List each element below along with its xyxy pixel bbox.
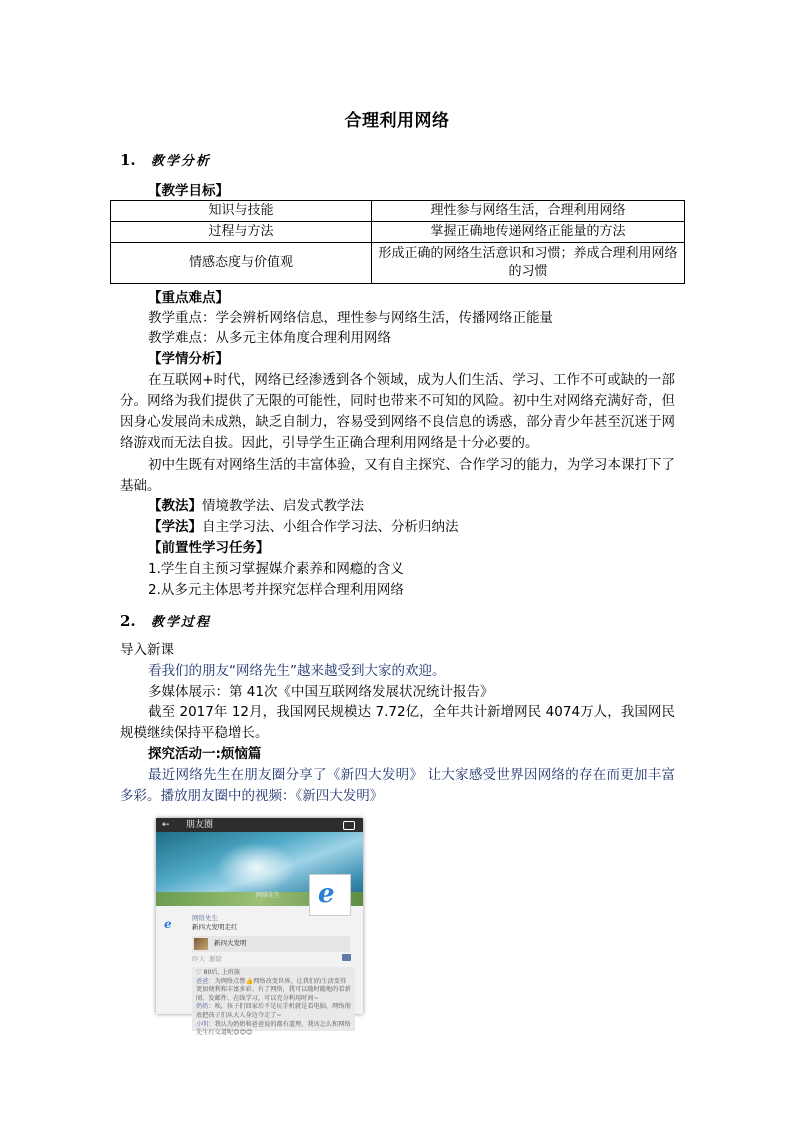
section-heading-process — [120, 611, 211, 630]
section-heading-analysis — [120, 150, 211, 169]
methods-label: 【教法】 — [148, 498, 202, 514]
post-text: 新四大发明走红 — [192, 923, 238, 931]
table-row — [111, 201, 685, 222]
section-number: 2. — [120, 612, 136, 630]
learning-methods — [148, 517, 459, 537]
intro-heading: 导入新课 — [120, 642, 174, 658]
comment-item: 爸爸：为网络点赞👍网络改变世界，让我们的生活变得更加便利和丰富多彩。有了网络，我可以随时随地的看新闻、发邮件、在线学习，可以充分利用时间~ — [196, 977, 351, 1002]
camera-icon — [343, 821, 355, 830]
likes-line: ♡ 80后, 上班族 — [196, 969, 241, 976]
comment-item: 小明：我认为奶奶和爸爸说的都有道理，我该怎么和网络先生打交道呢😊😊😊 — [196, 1020, 351, 1037]
shared-link-card — [192, 936, 350, 952]
pretask-item: 2.从多元主体思考并探究怎样合理利用网络 — [148, 582, 404, 598]
methods-value: 情境教学法、启发式教学法 — [202, 498, 364, 514]
learner-analysis-paragraph-1: 在互联网+时代，网络已经渗透到各个领域，成为人们生活、学习、工作不可或缺的一部分。网络为我们提供了无限的可能性，同时也带来不可知的风险。初中生对网络充满好奇，但因身心发展尚未成熟，缺乏自制力，容易受到网络不良信息的诱惑，部分青少年甚至沉迷于网络游戏而无法自拔。因此，引导学生正确合理利用网络是十分必要的。 — [120, 372, 675, 451]
link-label: 新四大发明 — [214, 939, 247, 947]
link-thumbnail — [194, 938, 208, 950]
activity-paragraph: 最近网络先生在朋友圈分享了《新四大发明》 让大家感受世界因网络的存在而更加丰富多彩。播放朋友圈中的视频：《新四大发明》 — [120, 767, 675, 804]
comment-item: 奶奶：唉，孩子们回家后不是玩手机就是看电脑，网络彻底把孩子们从大人身边夺走了~ — [196, 1003, 351, 1019]
post-delete: 删除 — [209, 955, 223, 963]
moments-post — [156, 906, 363, 1037]
goal-dimension: 过程与方法 — [111, 222, 372, 243]
ie-logo-icon: e — [318, 879, 335, 909]
poster-name: 网络先生 — [192, 914, 218, 922]
multimedia-line: 多媒体展示：第 41次《中国互联网络发展状况统计报告》 — [148, 684, 494, 700]
table-row — [111, 243, 685, 284]
goals-heading: 【教学目标】 — [148, 183, 229, 199]
back-arrow-icon: ← — [162, 820, 170, 830]
teaching-methods — [148, 496, 364, 516]
teaching-focus: 教学重点：学会辨析网络信息，理性参与网络生活，传播网络正能量 — [148, 310, 553, 326]
learning-label: 【学法】 — [148, 519, 202, 535]
goal-content: 形成正确的网络生活意识和习惯；养成合理利用网络的习惯 — [372, 243, 685, 284]
learner-heading: 【学情分析】 — [148, 351, 229, 367]
moments-screenshot — [156, 818, 363, 1037]
page-title: 合理利用网络 — [344, 111, 450, 131]
cover-caption: 网络先生 — [256, 892, 281, 899]
phone-bar-title: 朋友圈 — [186, 820, 214, 830]
pretask-item: 1.学生自主预习掌握媒介素养和网瘾的含义 — [148, 561, 404, 577]
intro-line: 看我们的朋友“网络先生”越来越受到大家的欢迎。 — [148, 663, 446, 679]
section-number: 1. — [120, 151, 136, 169]
comment-icon — [342, 954, 351, 961]
post-time: 昨天 — [192, 955, 205, 963]
goal-content: 掌握正确地传递网络正能量的方法 — [372, 222, 685, 243]
table-row — [111, 222, 685, 243]
section-label: 教学过程 — [150, 615, 211, 630]
statistics-paragraph: 截至 2017年 12月，我国网民规模达 7.72亿，全年共计新增网民 4074万人，我国网民规模继续保持平稳增长。 — [120, 704, 675, 741]
learning-value: 自主学习法、小组合作学习法、分析归纳法 — [202, 519, 459, 535]
cover-image — [156, 832, 363, 909]
activity-heading: 探究活动一:烦恼篇 — [148, 746, 262, 762]
teaching-goals-table — [110, 200, 685, 284]
goal-content: 理性参与网络生活，合理利用网络 — [372, 201, 685, 222]
teaching-difficulty: 教学难点：从多元主体角度合理利用网络 — [148, 330, 391, 346]
ie-logo-icon: e — [164, 917, 172, 931]
pretask-heading: 【前置性学习任务】 — [148, 540, 270, 556]
goal-dimension: 情感态度与价值观 — [111, 243, 372, 284]
learner-analysis-paragraph-2: 初中生既有对网络生活的丰富体验，又有自主探究、合作学习的能力，为学习本课打下了基础。 — [120, 457, 675, 494]
comments-box — [192, 967, 355, 1037]
goal-dimension: 知识与技能 — [111, 201, 372, 222]
phone-title-bar — [156, 818, 363, 832]
keypoints-heading: 【重点难点】 — [148, 290, 229, 306]
section-label: 教学分析 — [150, 154, 211, 169]
post-meta — [192, 955, 355, 964]
